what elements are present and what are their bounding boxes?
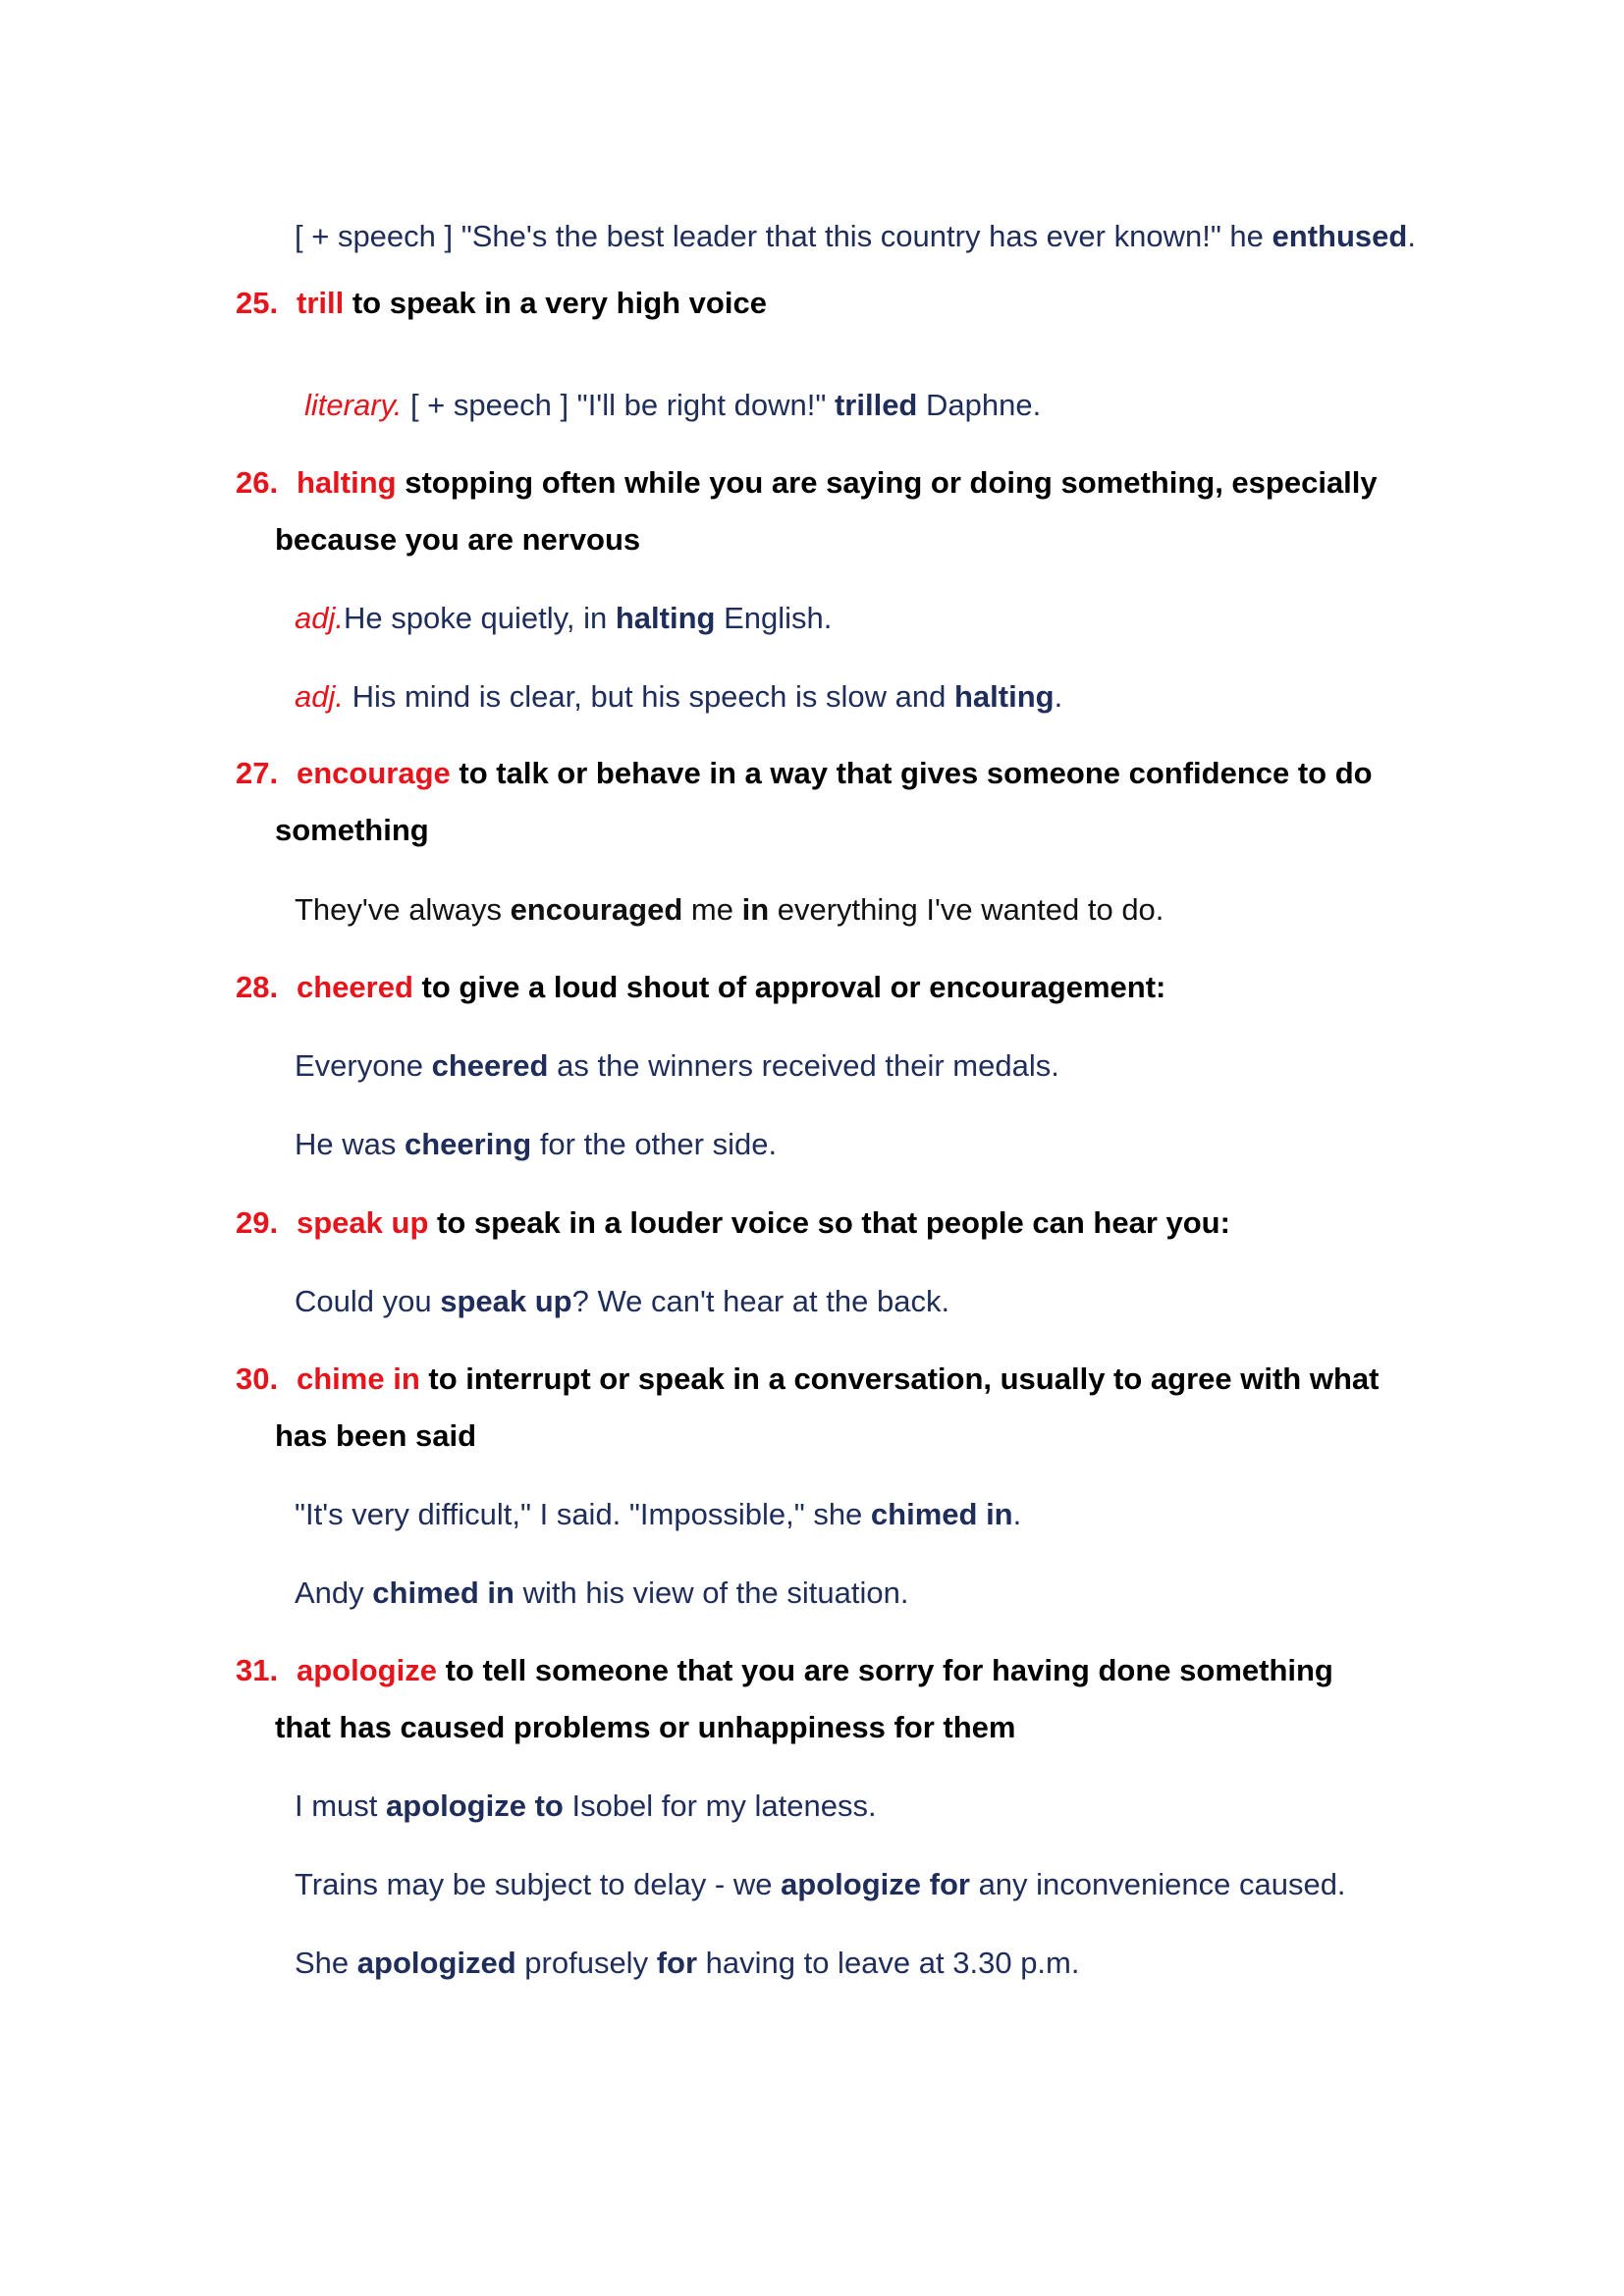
entry-number: 26. [236, 465, 279, 500]
entry-term: encourage [297, 756, 451, 790]
entry-number: 28. [236, 970, 279, 1004]
example-enthused: [ + speech ] "She's the best leader that this country has ever known!" he enthused. [295, 219, 1416, 253]
entry-30-example-1: "It's very difficult," I said. "Impossible," she chimed in. [295, 1497, 1022, 1531]
entry-definition: to interrupt or speak in a conversation, usually to agree with what [419, 1362, 1380, 1396]
entry-28-example-1: Everyone cheered as the winners received their medals. [295, 1048, 1059, 1083]
entry-27-heading [236, 754, 1373, 793]
entry-26-example-2: adj. His mind is clear, but his speech is slow and halting. [295, 679, 1063, 714]
entry-number: 29. [236, 1205, 279, 1240]
entry-number: 30. [236, 1362, 279, 1396]
entry-term: trill [297, 286, 345, 320]
entry-term: chime in [297, 1362, 420, 1396]
entry-25-example-1: literary. [ + speech ] "I'll be right down!" trilled Daphne. [304, 388, 1042, 422]
entry-30-heading [236, 1360, 1379, 1399]
entry-26-heading [236, 463, 1378, 503]
entry-term: speak up [297, 1205, 429, 1240]
entry-27-definition-cont: something [275, 813, 429, 847]
entry-31-example-3: She apologized profusely for having to leave at 3.30 p.m. [295, 1946, 1080, 1980]
entry-26-definition-cont: because you are nervous [275, 522, 641, 557]
entry-28-example-2: He was cheering for the other side. [295, 1127, 778, 1161]
usage-label: adj. [295, 601, 344, 635]
entry-term: halting [297, 465, 397, 500]
entry-number: 27. [236, 756, 279, 790]
entry-term: cheered [297, 970, 413, 1004]
entry-30-definition-cont: has been said [275, 1418, 477, 1453]
entry-definition: to speak in a very high voice [344, 286, 767, 320]
entry-number: 25. [236, 286, 279, 320]
entry-25-heading [236, 284, 767, 323]
entry-27-example-1: They've always encouraged me in everything I've wanted to do. [295, 892, 1164, 927]
entry-28-heading [236, 968, 1165, 1007]
entry-definition: to give a loud shout of approval or encouragement: [412, 970, 1166, 1004]
entry-number: 31. [236, 1653, 279, 1687]
entry-26-example-1: adj.He spoke quietly, in halting English. [295, 601, 833, 635]
entry-31-example-1: I must apologize to Isobel for my lateness. [295, 1789, 877, 1823]
entry-definition: stopping often while you are saying or doing something, especially [396, 465, 1378, 500]
entry-29-heading [236, 1203, 1230, 1243]
entry-31-heading [236, 1651, 1333, 1690]
entry-term: apologize [297, 1653, 437, 1687]
usage-label: literary. [304, 388, 403, 422]
usage-label: adj. [295, 679, 344, 714]
entry-definition: to speak in a louder voice so that people can hear you: [428, 1205, 1230, 1240]
entry-definition: to talk or behave in a way that gives someone confidence to do [450, 756, 1373, 790]
entry-30-example-2: Andy chimed in with his view of the situation. [295, 1575, 909, 1610]
entry-29-example-1: Could you speak up? We can't hear at the back. [295, 1284, 950, 1318]
entry-31-example-2: Trains may be subject to delay - we apologize for any inconvenience caused. [295, 1867, 1346, 1901]
entry-31-definition-cont: that has caused problems or unhappiness for them [275, 1710, 1016, 1744]
entry-definition: to tell someone that you are sorry for having done something [436, 1653, 1333, 1687]
